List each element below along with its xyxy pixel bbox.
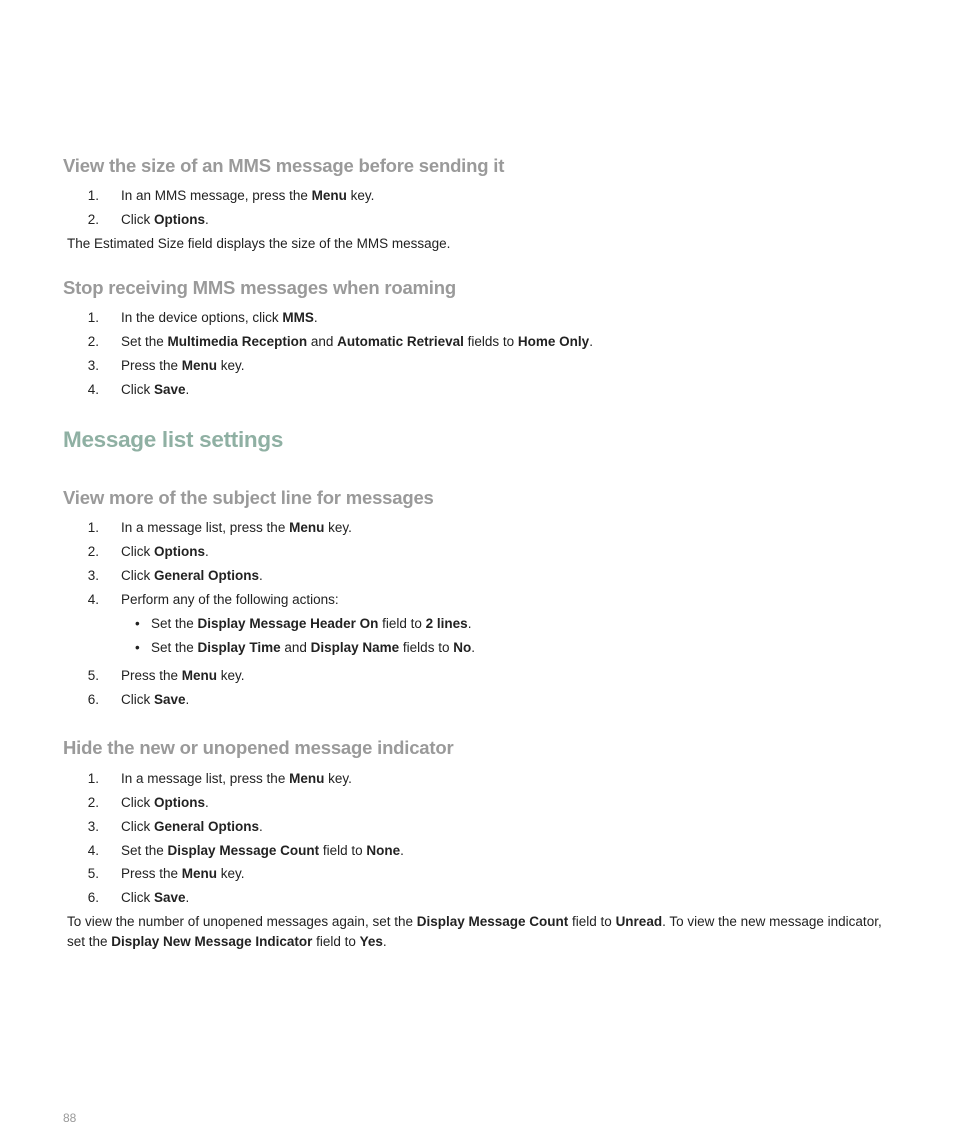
ui-term: Display Message Count bbox=[416, 914, 569, 929]
ui-term: Display Message Header On bbox=[197, 616, 379, 631]
step-number: 1. bbox=[87, 520, 99, 535]
step-item bbox=[75, 519, 895, 537]
ui-term: Menu bbox=[311, 188, 347, 203]
ui-term: Yes bbox=[359, 934, 383, 949]
section-title-stop-mms-roaming: Stop receiving MMS messages when roaming bbox=[63, 277, 456, 298]
step-item bbox=[75, 865, 895, 883]
ui-term: Multimedia Reception bbox=[167, 334, 308, 349]
step-item bbox=[75, 770, 895, 788]
ui-term: Options bbox=[154, 212, 205, 227]
step-text: Click Options. bbox=[121, 544, 209, 559]
step-item bbox=[75, 187, 895, 205]
step-item bbox=[75, 357, 895, 375]
ui-term: MMS bbox=[282, 310, 314, 325]
step-number: 5. bbox=[87, 866, 99, 881]
step-item bbox=[75, 818, 895, 836]
step-item bbox=[75, 543, 895, 561]
step-text: Press the Menu key. bbox=[121, 668, 245, 683]
step-number: 6. bbox=[87, 692, 99, 707]
step-item bbox=[75, 381, 895, 399]
step-text: Click Save. bbox=[121, 890, 190, 905]
ui-term: Save bbox=[154, 382, 186, 397]
bullet-item bbox=[135, 615, 895, 633]
ui-term: Menu bbox=[181, 668, 218, 683]
step-number: 4. bbox=[87, 382, 99, 397]
ui-term: None bbox=[366, 843, 401, 858]
ui-term: Options bbox=[154, 544, 205, 559]
paragraph-unopened-messages: To view the number of unopened messages again, set the Display Message Count field to Unread. To view the new message indicator, set the Display New Message Indicator field to Yes. bbox=[67, 914, 882, 949]
step-item bbox=[75, 309, 895, 327]
step-number: 4. bbox=[87, 843, 99, 858]
ui-term: Menu bbox=[289, 771, 325, 786]
step-item bbox=[75, 691, 895, 709]
ui-term: Display Time bbox=[197, 640, 281, 655]
ui-term: Unread bbox=[615, 914, 663, 929]
step-number: 3. bbox=[87, 358, 99, 373]
ui-term: Options bbox=[154, 795, 205, 810]
step-number: 2. bbox=[87, 544, 99, 559]
ui-term: Save bbox=[154, 890, 186, 905]
paragraph-estimated-size: The Estimated Size field displays the size of the MMS message. bbox=[67, 236, 451, 251]
step-text: Click General Options. bbox=[121, 819, 263, 834]
step-text: Set the Multimedia Reception and Automatic Retrieval fields to Home Only. bbox=[121, 334, 593, 349]
step-number: 1. bbox=[87, 771, 99, 786]
step-item bbox=[75, 591, 895, 609]
step-text: Click Save. bbox=[121, 382, 190, 397]
step-text: Set the Display Message Count field to None. bbox=[121, 843, 404, 858]
step-text: In an MMS message, press the Menu key. bbox=[121, 188, 375, 203]
ui-term: No bbox=[453, 640, 472, 655]
step-item bbox=[75, 842, 895, 860]
step-text: Click Options. bbox=[121, 795, 209, 810]
step-number: 3. bbox=[87, 819, 99, 834]
section-heading-message-list-settings: Message list settings bbox=[63, 427, 284, 452]
step-text: Press the Menu key. bbox=[121, 866, 245, 881]
step-number: 2. bbox=[87, 795, 99, 810]
ui-term: Display New Message Indicator bbox=[111, 934, 313, 949]
page-number: 88 bbox=[63, 1111, 77, 1125]
ui-term: Menu bbox=[181, 866, 218, 881]
bullet-icon: • bbox=[135, 616, 140, 631]
ui-term: General Options bbox=[154, 819, 260, 834]
step-number: 1. bbox=[87, 188, 99, 203]
step-number: 4. bbox=[87, 592, 99, 607]
ui-term: 2 lines bbox=[425, 616, 468, 631]
ui-term: Automatic Retrieval bbox=[337, 334, 464, 349]
ui-term: Save bbox=[154, 692, 186, 707]
step-number: 3. bbox=[87, 568, 99, 583]
step-text: Perform any of the following actions: bbox=[121, 592, 339, 607]
bullet-icon: • bbox=[135, 640, 140, 655]
step-item bbox=[75, 889, 895, 907]
step-number: 6. bbox=[87, 890, 99, 905]
ui-term: Display Name bbox=[310, 640, 400, 655]
ui-term: Display Message Count bbox=[167, 843, 320, 858]
step-item bbox=[75, 567, 895, 585]
step-text: In the device options, click MMS. bbox=[121, 310, 318, 325]
step-text: Click Save. bbox=[121, 692, 190, 707]
step-item bbox=[75, 211, 895, 229]
step-text: Click Options. bbox=[121, 212, 209, 227]
ui-term: General Options bbox=[154, 568, 260, 583]
step-text: In a message list, press the Menu key. bbox=[121, 771, 352, 786]
ui-term: Menu bbox=[289, 520, 325, 535]
step-text: Press the Menu key. bbox=[121, 358, 245, 373]
step-item bbox=[75, 794, 895, 812]
step-item bbox=[75, 667, 895, 685]
bullet-text: Set the Display Message Header On field to 2 lines. bbox=[151, 616, 472, 631]
step-number: 5. bbox=[87, 668, 99, 683]
step-text: In a message list, press the Menu key. bbox=[121, 520, 352, 535]
step-number: 2. bbox=[87, 212, 99, 227]
step-item bbox=[75, 333, 895, 351]
bullet-item bbox=[135, 639, 895, 657]
ui-term: Menu bbox=[181, 358, 218, 373]
ui-term: Home Only bbox=[517, 334, 590, 349]
section-title-hide-indicator: Hide the new or unopened message indicator bbox=[63, 737, 454, 758]
step-number: 1. bbox=[87, 310, 99, 325]
step-text: Click General Options. bbox=[121, 568, 263, 583]
section-title-view-subject-line: View more of the subject line for messages bbox=[63, 487, 434, 508]
bullet-text: Set the Display Time and Display Name fields to No. bbox=[151, 640, 475, 655]
section-title-view-mms-size: View the size of an MMS message before sending it bbox=[63, 155, 505, 176]
step-number: 2. bbox=[87, 334, 99, 349]
